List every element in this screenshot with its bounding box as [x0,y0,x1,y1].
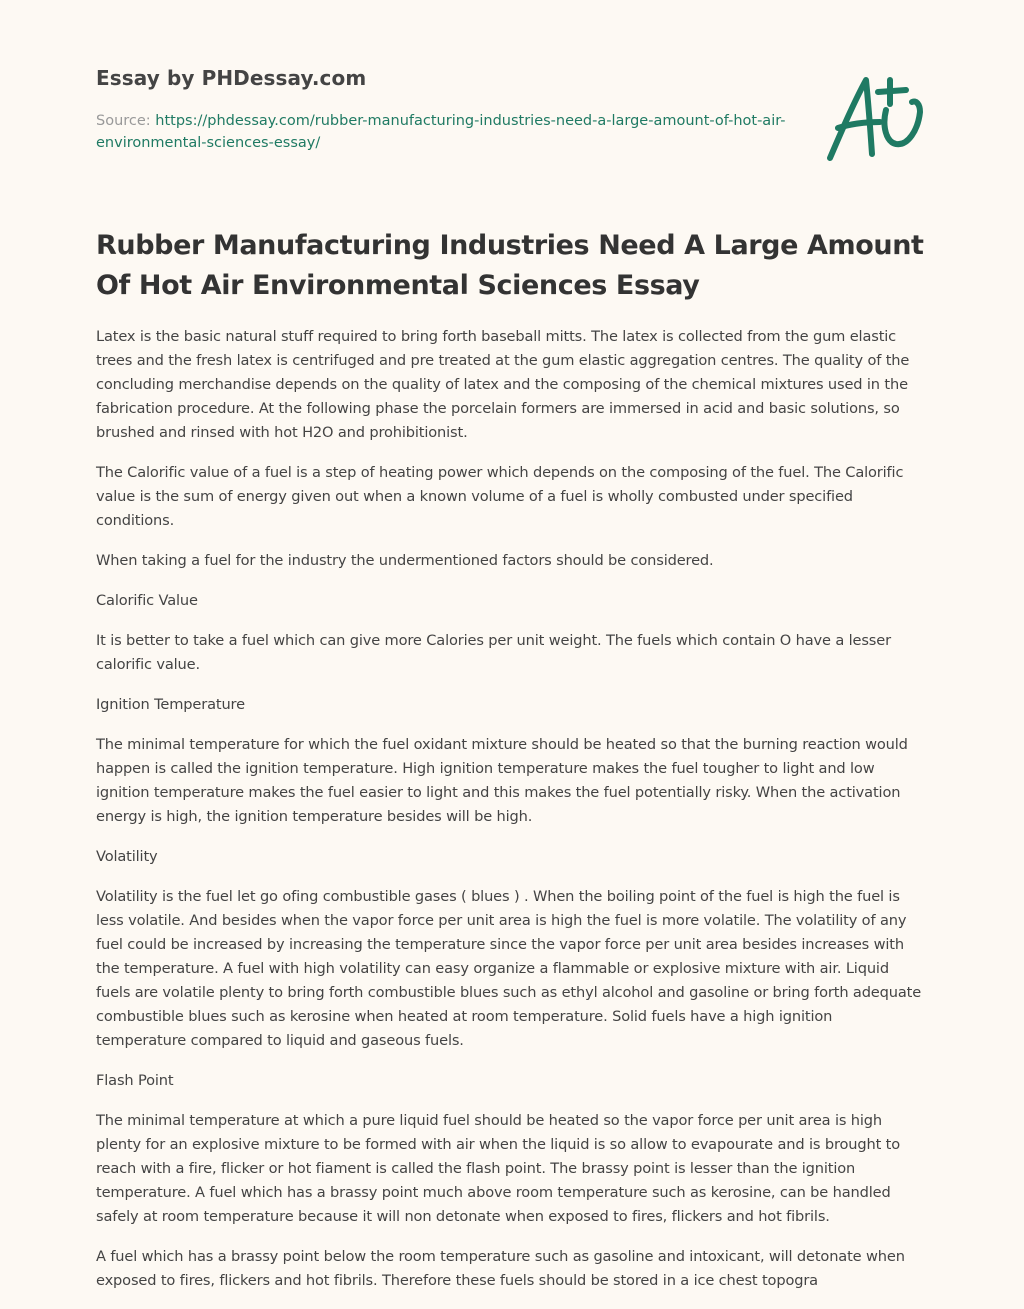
essay-title: Rubber Manufacturing Industries Need A Large Amount Of Hot Air Environmental Sciences Essay [96,230,924,301]
paragraph: The minimal temperature for which the fuel oxidant mixture should be heated so that the burning reaction would happen is called the ignition temperature. High ignition temperature makes the fuel tougher to light and low ignition temperature makes the fuel easier to light and this makes the fuel potentially risky. When the activation energy is high, the ignition temperature besides will be high. [96,736,908,825]
paragraph: Volatility is the fuel let go ofing combustible gases ( blues ) . When the boiling point of the fuel is high the fuel is less volatile. And besides when the vapor force per unit area is high the fuel is more volatile. The volatility of any fuel could be increased by increasing the temperature since the vapor force per unit area besides increases with the temperature. A fuel with high volatility can easy organize a flammable or explosive mixture with air. Liquid fuels are volatile plenty to bring forth combustible blues such as ethyl alcohol and gasoline or bring forth adequate combustible blues such as kerosine when heated at room temperature. Solid fuels have a high ignition temperature compared to liquid and gaseous fuels. [96,888,922,1049]
paragraph: The Calorific value of a fuel is a step of heating power which depends on the composing of the fuel. The Calorific value is the sum of energy given out when a known volume of a fuel is wholly combusted under specified conditions. [96,464,904,529]
essay-body [96,325,926,1309]
section-heading: Flash Point [96,1072,174,1089]
paragraph: The minimal temperature at which a pure liquid fuel should be heated so the vapor force per unit area is high plenty for an explosive mixture to be formed with air when the liquid is so allow to evapourate and is brought to reach with a fire, flicker or hot fiament is called the flash point. The brassy point is lesser than the ignition temperature. A fuel which has a brassy point much above room temperature such as kerosine, can be handled safely at room temperature because it will non detonate when exposed to fires, flickers and hot fibrils. [96,1112,900,1225]
source-link[interactable]: https://phdessay.com/rubber-manufacturing-industries-need-a-large-amount-of-hot-air-environmental-sciences-essay/ [96,113,786,151]
paragraph: Latex is the basic natural stuff required to bring forth baseball mitts. The latex is collected from the gum elastic trees and the fresh latex is centrifuged and pre treated at the gum elastic aggregation centres. The quality of the concluding merchandise depends on the quality of latex and the composing of the chemical mixtures used in the fabrication procedure. At the following phase the porcelain formers are immersed in acid and basic solutions, so brushed and rinsed with hot H2O and prohibitionist. [96,328,910,441]
section-heading: Calorific Value [96,592,198,609]
paragraph: It is better to take a fuel which can give more Calories per unit weight. The fuels which contain O have a lesser calorific value. [96,632,891,673]
section-heading: Volatility [96,848,158,865]
section-heading: Ignition Temperature [96,696,245,713]
paragraph: When taking a fuel for the industry the undermentioned factors should be considered. [96,552,714,569]
source-line [96,110,796,154]
source-label: Source: [96,113,156,129]
a-plus-logo-icon [824,70,928,166]
paragraph: A fuel which has a brassy point below the room temperature such as gasoline and intoxicant, will detonate when exposed to fires, flickers and hot fibrils. Therefore these fuels should be stored in a ice chest topogra [96,1248,905,1289]
site-brand: Essay by PHDessay.com [96,66,367,90]
